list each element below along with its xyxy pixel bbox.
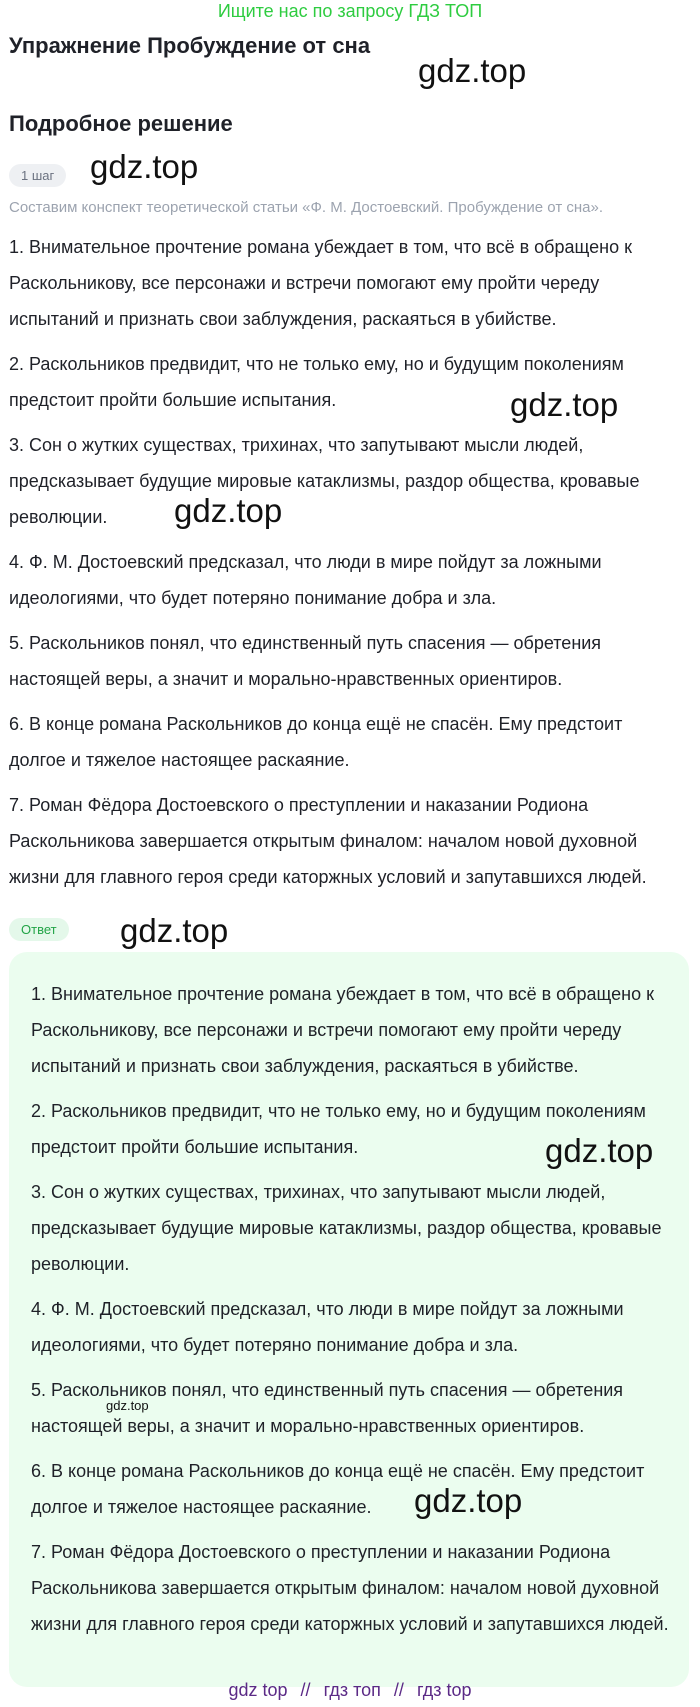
solution-title: Подробное решение: [9, 111, 233, 136]
answer-text: [31, 976, 671, 1651]
footer-separator: //: [393, 1680, 404, 1700]
answer-badge: Ответ: [9, 918, 69, 941]
step-paragraph: 6. В конце романа Раскольников до конца ещё не спасён. Ему предстоит долгое и тяжелое настоящее раскаяние.: [9, 714, 623, 770]
solution-steps: [9, 229, 679, 904]
answer-paragraph: 4. Ф. М. Достоевский предсказал, что люди в мире пойдут за ложными идеологиями, что будет потеряно понимание добра и зла.: [31, 1299, 624, 1355]
watermark: gdz.top: [120, 912, 229, 949]
footer-separator: //: [300, 1680, 311, 1700]
watermark: gdz.top: [414, 1482, 523, 1519]
step-paragraph: 1. Внимательное прочтение романа убеждает в том, что всё в обращено к Раскольникову, все персонажи и встречи помогают ему пройти череду испытаний и признать свои заблуждения, раскаяться в убийстве.: [9, 237, 632, 329]
step-paragraph: 5. Раскольников понял, что единственный путь спасения — обретения настоящей веры, а значит и морально-нравственных ориентиров.: [9, 633, 602, 689]
footer-link[interactable]: gdz top: [228, 1680, 288, 1700]
step-paragraph: 4. Ф. М. Достоевский предсказал, что люди в мире пойдут за ложными идеологиями, что будет потеряно понимание добра и зла.: [9, 552, 602, 608]
footer-link[interactable]: гдз топ: [323, 1680, 381, 1700]
answer-paragraph: 7. Роман Фёдора Достоевского о преступлении и наказании Родиона Раскольникова завершается открытым финалом: началом новой духовной жизни для главного героя среди каторжных условий и запутавшихся людей.: [31, 1542, 669, 1634]
watermark: gdz.top: [174, 492, 283, 529]
step-badge: 1 шаг: [9, 164, 66, 187]
step-note: Составим конспект теоретической статьи «Ф. М. Достоевский. Пробуждение от сна».: [9, 199, 603, 216]
answer-paragraph: 6. В конце романа Раскольников до конца ещё не спасён. Ему предстоит долгое и тяжелое настоящее раскаяние.: [31, 1461, 645, 1517]
watermark: gdz.top: [545, 1132, 654, 1169]
watermark: gdz.top: [106, 1398, 149, 1413]
top-banner: Ищите нас по запросу ГДЗ ТОП: [217, 1, 483, 21]
footer: [0, 1680, 700, 1701]
watermark: gdz.top: [510, 386, 619, 423]
watermark: gdz.top: [418, 52, 527, 89]
answer-box: [9, 952, 689, 1687]
answer-paragraph: 1. Внимательное прочтение романа убеждает в том, что всё в обращено к Раскольникову, все персонажи и встречи помогают ему пройти череду испытаний и признать свои заблуждения, раскаяться в убийстве.: [31, 984, 654, 1076]
step-paragraph: 3. Сон о жутких существах, трихинах, что запутывают мысли людей, предсказывает будущие мировые катаклизмы, раздор общества, кровавые революции.: [9, 435, 640, 527]
exercise-title: Упражнение Пробуждение от сна: [9, 33, 371, 58]
answer-paragraph: 5. Раскольников понял, что единственный путь спасения — обретения настоящей веры, а значит и морально-нравственных ориентиров.: [31, 1380, 624, 1436]
step-paragraph: 7. Роман Фёдора Достоевского о преступлении и наказании Родиона Раскольникова завершается открытым финалом: началом новой духовной жизни для главного героя среди каторжных условий и запутавшихся людей.: [9, 795, 647, 887]
step-paragraph: 2. Раскольников предвидит, что не только ему, но и будущим поколениям предстоит пройти большие испытания.: [9, 354, 624, 410]
watermark: gdz.top: [90, 148, 199, 185]
answer-paragraph: 3. Сон о жутких существах, трихинах, что запутывают мысли людей, предсказывает будущие мировые катаклизмы, раздор общества, кровавые революции.: [31, 1182, 662, 1274]
answer-paragraph: 2. Раскольников предвидит, что не только ему, но и будущим поколениям предстоит пройти большие испытания.: [31, 1101, 646, 1157]
footer-link[interactable]: гдз top: [416, 1680, 472, 1700]
